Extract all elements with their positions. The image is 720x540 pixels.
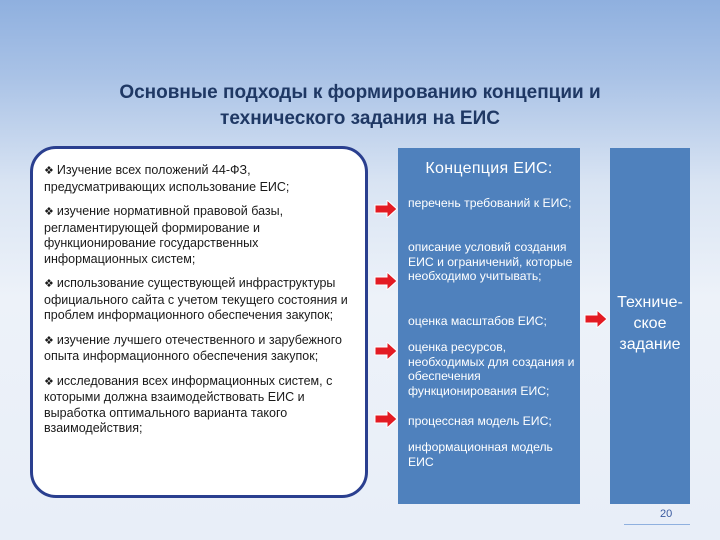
technical-task-label xyxy=(610,292,690,355)
slide-title xyxy=(80,80,640,132)
approach-text: изучение лучшего отечественного и зарубежного опыта информационного обеспечения закупок; xyxy=(44,332,343,363)
slide-title-line2: технического задания на ЕИС xyxy=(220,108,500,129)
diamond-bullet-icon: ❖ xyxy=(44,206,54,218)
approach-item xyxy=(44,163,351,195)
technical-task-line1: Техниче- xyxy=(617,294,683,311)
approach-item xyxy=(44,333,351,365)
approach-text: Изучение всех положений 44-ФЗ, предусматривающих использование ЕИС; xyxy=(44,163,290,194)
right-arrow-icon xyxy=(374,200,398,218)
concept-item: процессная модель ЕИС; xyxy=(408,414,552,428)
diamond-bullet-icon: ❖ xyxy=(44,165,54,177)
approach-item xyxy=(44,276,351,324)
diamond-bullet-icon: ❖ xyxy=(44,375,54,388)
right-arrow-icon xyxy=(374,272,398,290)
approaches-box xyxy=(30,146,368,498)
concept-item: оценка масштабов ЕИС; xyxy=(408,314,547,328)
concept-item: перечень требований к ЕИС; xyxy=(408,196,572,210)
right-arrow-icon xyxy=(374,410,398,428)
technical-task-line3: задание xyxy=(619,336,681,353)
diamond-bullet-icon: ❖ xyxy=(44,278,54,290)
right-arrow-icon xyxy=(584,310,608,328)
concept-title: Концепция ЕИС: xyxy=(425,160,553,177)
concept-item: оценка ресурсов, необходимых для создания и обеспечения функционирования ЕИС; xyxy=(408,340,575,398)
diamond-bullet-icon: ❖ xyxy=(44,334,54,347)
concept-panel xyxy=(398,148,580,504)
technical-task-line2: ское xyxy=(633,315,667,332)
approach-item xyxy=(44,374,351,437)
concept-item: описание условий создания ЕИС и ограничений, которые необходимо учитывать; xyxy=(408,240,573,284)
page-number-divider xyxy=(624,524,690,525)
concept-item: информационная модель ЕИС xyxy=(408,440,553,469)
approach-text: использование существующей инфраструктуры официального сайта с учетом текущего состояния и проблем информационного обеспечения закупок; xyxy=(44,276,348,322)
slide-title-line1: Основные подходы к формированию концепции и xyxy=(119,82,601,103)
page-number: 20 xyxy=(660,508,673,520)
technical-task-panel xyxy=(610,148,690,504)
approach-text: исследования всех информационных систем, с которыми должна взаимодействовать ЕИС и выработка оптимального варианта такого взаимодействия; xyxy=(44,373,333,435)
right-arrow-icon xyxy=(374,342,398,360)
approach-item xyxy=(44,204,351,267)
approach-text: изучение нормативной правовой базы, регламентирующей формирование и функционирование государственных информационных систем; xyxy=(44,204,284,266)
